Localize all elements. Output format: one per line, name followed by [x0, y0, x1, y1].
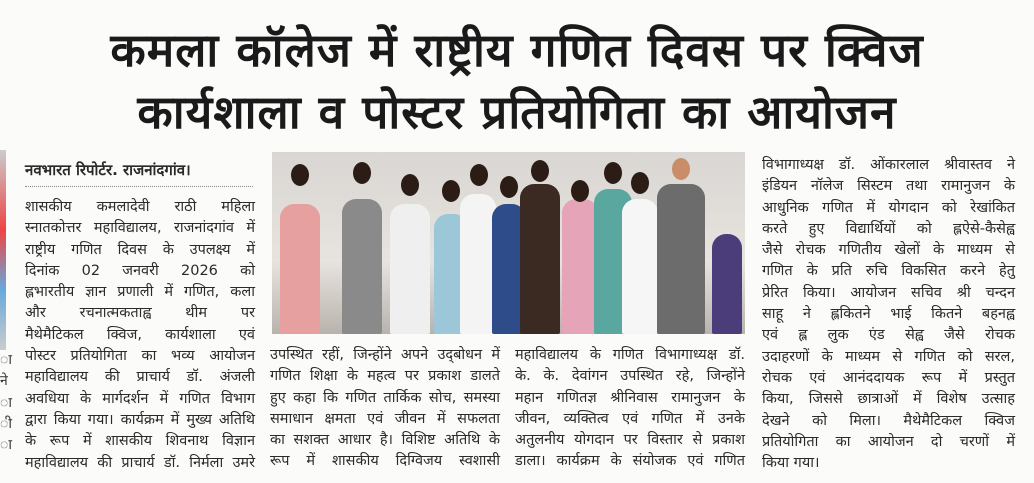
- article-column-4: [762, 155, 1015, 474]
- article-line: जीवन, व्यक्तित्व एवं गणित में उनके: [515, 410, 745, 427]
- headline-line-1: कमला कॉलेज में राष्ट्रीय गणित दिवस पर क्विज: [110, 23, 924, 77]
- article-line: प्रेरित किया। आयोजन सचिव श्री चन्दन: [762, 284, 1015, 301]
- article-column-1: [25, 197, 255, 474]
- article-line: के. के. देवांगन उपस्थित रहे, जिन्होंने: [515, 368, 745, 385]
- article-line: द्वारा किया गया। कार्यक्रम में मुख्य अतिथि: [25, 411, 255, 428]
- article-column-3: [515, 345, 745, 473]
- article-line: प्रतियोगिता का आयोजन दो चरणों में: [762, 433, 1015, 450]
- article-line: डाला। कार्यक्रम के संयोजक एवं गणित: [515, 453, 745, 470]
- fragment-text: ा: [0, 394, 12, 411]
- adjacent-article-fragment: [0, 150, 12, 480]
- fragment-text: ने: [0, 373, 8, 390]
- article-line: रोचक एवं आनंददायक रूप में प्रस्तुत: [762, 369, 1015, 386]
- article-line: स्नातकोत्तर महाविद्यालय, राजनांदगांव में: [25, 220, 255, 237]
- article-line: समाधान क्षमता एवं जीवन में सफलता: [270, 410, 500, 427]
- article-line: आधुनिक गणित में योगदान को रेखांकित: [762, 199, 1015, 216]
- byline: नवभारत रिपोर्टर. राजनांदगांव।: [25, 161, 191, 179]
- article-line: गणित शिक्षा के महत्व पर प्रकाश डालते: [270, 368, 500, 385]
- article-line: अवधिया के मार्गदर्शन में गणित विभाग: [25, 390, 255, 407]
- article-line: रूप में शासकीय दिग्विजय स्वशासी: [270, 453, 500, 470]
- group-photo: [272, 152, 745, 334]
- article-line: महान गणितज्ञ श्रीनिवास रामानुजन के: [515, 389, 745, 406]
- fragment-text: ा: [0, 352, 12, 368]
- article-line: किया गया।: [762, 455, 820, 472]
- headline-line-2: कार्यशाला व पोस्टर प्रतियोगिता का आयोजन: [137, 85, 897, 139]
- article-line: अतुलनीय योगदान पर विस्तार से प्रकाश: [515, 432, 745, 449]
- article-line: करते हुए विद्यार्थियों को ह्लऐसे-कैसेह्व: [762, 220, 1015, 237]
- fragment-text: ा: [0, 437, 12, 454]
- article-line: जैसे रोचक गणितीय खेलों के माध्यम से: [762, 242, 1015, 259]
- article-line: दिनांक 02 जनवरी 2026 को: [25, 262, 255, 279]
- article-column-2: [270, 345, 500, 473]
- article-line: मैथेमैटिकल क्विज, कार्यशाला एवं: [25, 326, 255, 343]
- article-line: उदाहरणों के माध्यम से गणित को सरल,: [762, 348, 1015, 365]
- article-line: पोस्टर प्रतियोगिता का भव्य आयोजन: [25, 348, 255, 365]
- divider: [25, 186, 253, 187]
- article-line: के रूप में शासकीय शिवनाथ विज्ञान: [25, 433, 255, 450]
- article-line: किया, जिससे छात्राओं में विशेष उत्साह: [762, 391, 1015, 408]
- article-line: इंडियन नॉलेज सिस्टम तथा रामानुजन के: [762, 178, 1015, 195]
- article-line: राष्ट्रीय गणित दिवस के उपलक्ष्य में: [25, 241, 255, 258]
- article-line: एवं ह्ल लुक एंड सेह्व जैसे रोचक: [762, 327, 1015, 344]
- fragment-text: ी: [0, 415, 12, 432]
- article-line: विभागाध्यक्ष डॉ. ओंकारलाल श्रीवास्तव ने: [762, 157, 1015, 173]
- article-line: साहू ने ह्लकितने भाई कितने बहनह्व: [762, 306, 1015, 323]
- article-line: महाविद्यालय की प्राचार्य डॉ. अंजली: [25, 369, 255, 386]
- article-line: शासकीय कमलादेवी राठी महिला: [25, 199, 255, 215]
- article-line: महाविद्यालय के गणित विभागाध्यक्ष डॉ.: [515, 347, 745, 363]
- article-line: हुए कहा कि गणित तार्किक सोच, समस्या: [270, 389, 500, 406]
- article-line: का सशक्त आधार है। विशिष्ट अतिथि के: [270, 432, 500, 449]
- article-line: देखने को मिला। मैथेमैटिकल क्विज: [762, 412, 1015, 429]
- article-line: और रचनात्मकताह्व थीम पर: [25, 305, 255, 322]
- article-line: गणित के प्रति रुचि विकसित करने हेतु: [762, 263, 1015, 280]
- article-line: उपस्थित रहीं, जिन्होंने अपने उद्‌बोधन में: [270, 347, 500, 363]
- article-line: ह्लभारतीय ज्ञान प्रणाली में गणित, कला: [25, 284, 255, 301]
- article-line: महाविद्यालय की प्राचार्य डॉ. निर्मला उमरे: [25, 454, 255, 471]
